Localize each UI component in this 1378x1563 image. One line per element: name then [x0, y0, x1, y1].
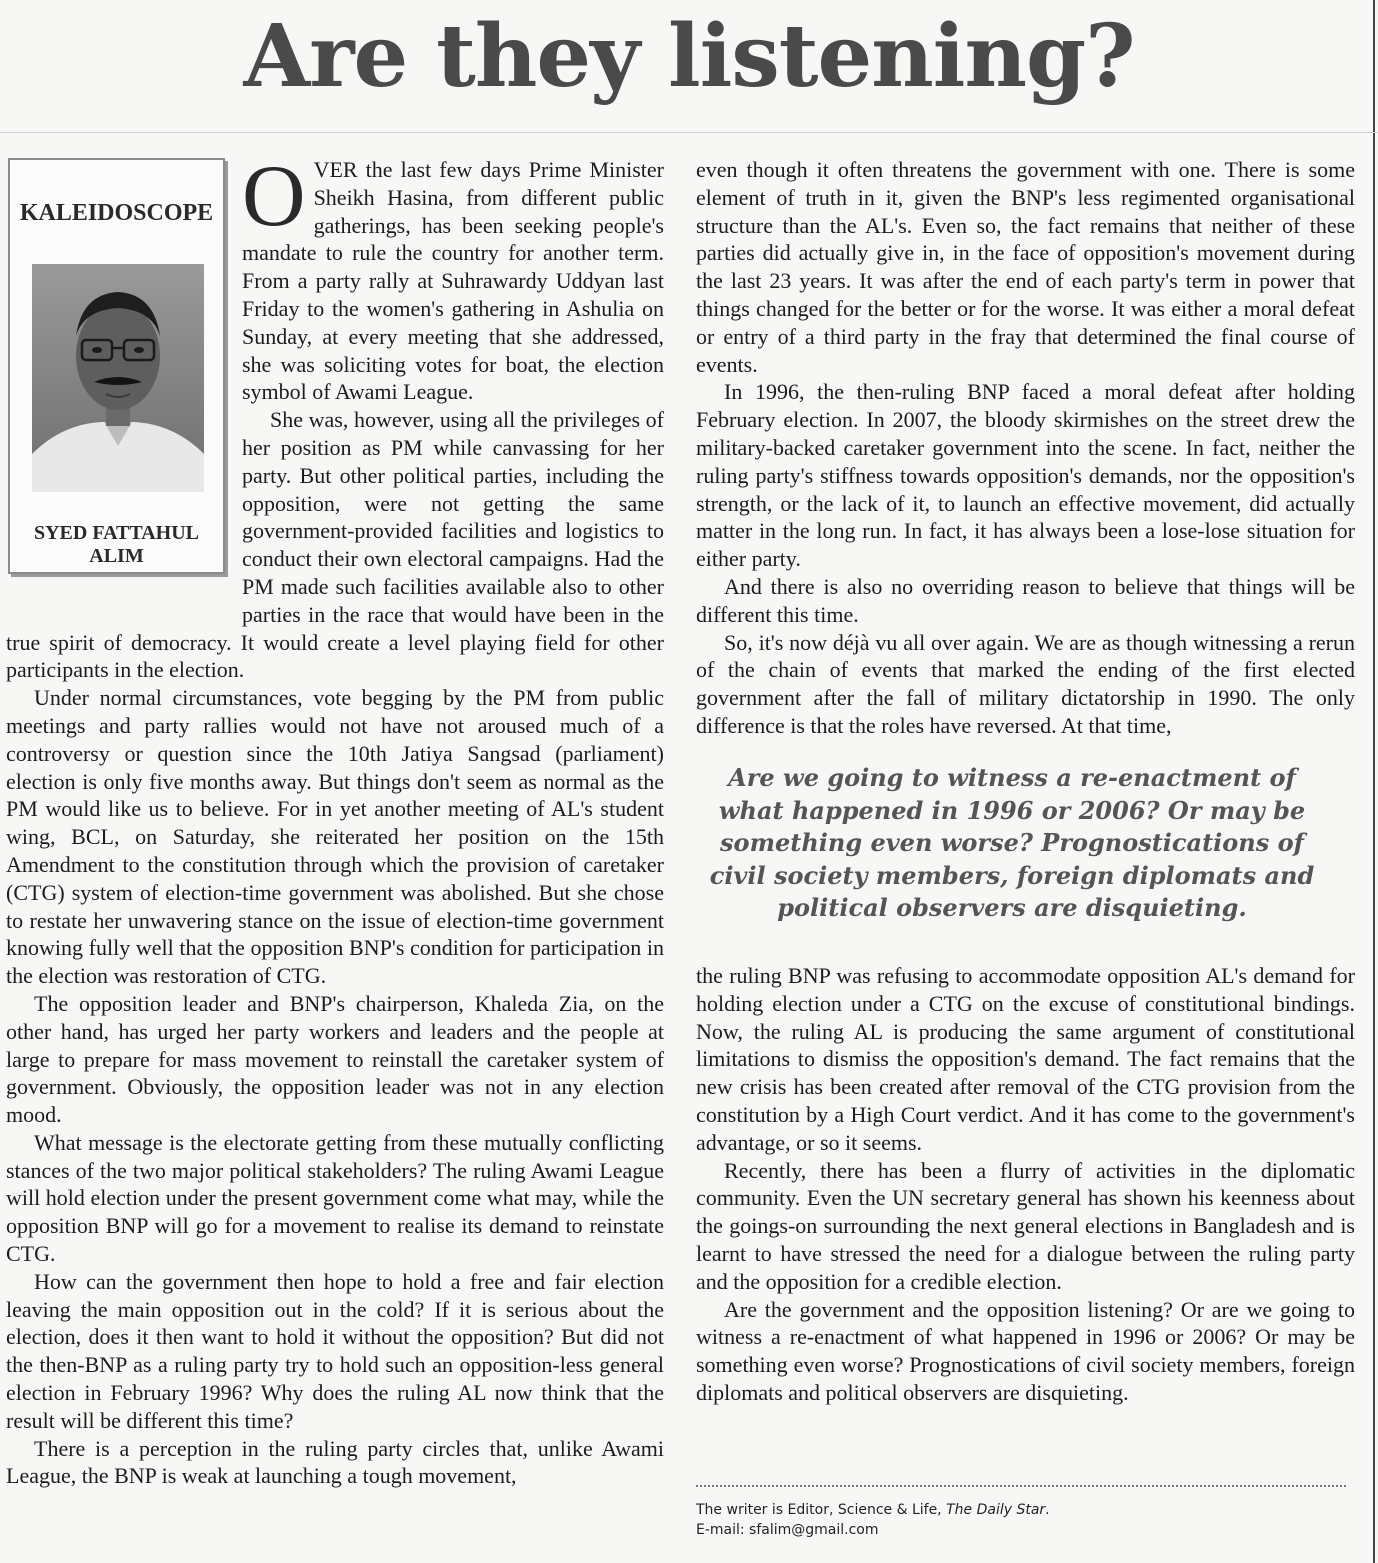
- author-name: SYED FATTAHUL ALIM: [33, 522, 200, 567]
- paragraph: Are the government and the opposition listening? Or are we going to witness a re-enactment of what happened in 1996 or 2006? Or may be something even worse? Prognostications of civil society members, foreign diplomats and political observers are disquieting.: [696, 1296, 1355, 1405]
- paragraph: Recently, there has been a flurry of activities in the diplomatic community. Even the UN secretary general has shown his keenness about the goings-on surrounding the next general elections in Bangladesh and is learnt to have stressed the need for a dialogue between the ruling party and the opposition for a credible election.: [696, 1157, 1355, 1294]
- publication-name: The Daily Star: [946, 1502, 1046, 1518]
- writer-footnote: [696, 1500, 1346, 1540]
- paragraph: The opposition leader and BNP's chairperson, Khaleda Zia, on the other hand, has urged her party workers and leaders and the people at large to prepare for mass movement to reinstall the caretaker system of government. Obviously, the opposition leader was not in any election mood.: [6, 990, 664, 1128]
- paragraph: And there is also no overriding reason to believe that things will be different this time.: [696, 573, 1355, 627]
- paragraph: In 1996, the then-ruling BNP faced a moral defeat after holding February election. In 2007, the bloody skirmishes on the street drew the military-backed caretaker government into the scene. In fact, neither the ruling party's stiffness towards opposition's demands, nor the opposition's strength, or the lack of it, to launch an effective movement, did actually matter in the long run. In fact, it has always been a lose-lose situation for either party.: [696, 379, 1355, 572]
- article-column-1: [6, 148, 664, 1490]
- paragraph: the ruling BNP was refusing to accommodate opposition AL's demand for holding election under a CTG on the excuse of constitutional bindings. Now, the ruling AL is producing the same argument of constitutional limitations to dismiss the opposition's demand. The fact remains that the new crisis has been created after removal of the CTG provision from the constitution by a High Court verdict. And it has come to the government's advantage, or so it seems.: [696, 963, 1355, 1155]
- paragraph: How can the government then hope to hold a free and fair election leaving the main opposition out in the cold? If it is serious about the election, does it then want to hold it without the opposition? But did not the then-BNP as a ruling party try to hold such an opposition-less general election in February 1996? Why does the ruling AL now think that the result will be different this time?: [6, 1268, 664, 1433]
- headline: Are they listening?: [243, 6, 1135, 107]
- article-column-2-top: [696, 156, 1355, 740]
- paragraph-text: VER the last few days Prime Minister Sheikh Hasina, from different public gatherings, has been seeking people's mandate to rule the country for another term. From a party rally at Suhrawardy Uddyan last Friday to the women's gathering in Ashulia on Sunday, at every meeting that she addressed, she was soliciting votes for boat, the election symbol of Awami League.: [242, 157, 664, 405]
- footnote-divider: [696, 1485, 1346, 1487]
- pull-quote: Are we going to witness a re-enactment of what happened in 1996 or 2006? Or may be something even worse? Prognostications of civil society members, foreign diplomats and political observers are disquieting.: [709, 763, 1315, 922]
- paragraph: There is a perception in the ruling party circles that, unlike Awami League, the BNP is weak at launching a tough movement,: [6, 1435, 664, 1489]
- writer-credit: [696, 1500, 1346, 1520]
- headline-divider: [0, 132, 1378, 133]
- paragraph: What message is the electorate getting from these mutually conflicting stances of the two major political stakeholders? The ruling Awami League will hold election under the present government come what may, while the opposition BNP will go for a movement to realise its demand to reinstate CTG.: [6, 1129, 664, 1267]
- article-column-2-bottom: [696, 962, 1355, 1407]
- credit-suffix: .: [1045, 1502, 1050, 1518]
- credit-prefix: The writer is Editor, Science & Life,: [696, 1502, 947, 1518]
- drop-cap: O: [242, 148, 306, 245]
- paragraph: So, it's now déjà vu all over again. We are as though witnessing a rerun of the chain of events that marked the ending of the first elected government after the fall of military dictatorship in 1990. The only difference is that the roles have reversed. At that time,: [696, 629, 1355, 738]
- column-kicker: KALEIDOSCOPE: [19, 200, 214, 226]
- paragraph: Under normal circumstances, vote begging by the PM from public meetings and party rallies would not have not aroused much of a controversy or question since the 10th Jatiya Sangsad (parliament) election is only five months away. But things don't seem as normal as the PM would like us to believe. For in yet another meeting of AL's student wing, BCL, on Saturday, she reiterated her position on the 15th Amendment to the constitution through which the provision of caretaker (CTG) system of election-time government was abolished. But she chose to restate her unwavering stance on the issue of election-time government knowing fully well that the opposition BNP's condition for participation in the election was restoration of CTG.: [6, 685, 664, 989]
- paragraph: even though it often threatens the government with one. There is some element of truth in it, given the BNP's less regimented organisational structure than the AL's. Even so, the fact remains that neither of these parties did actually give in, in the face of opposition's movement during the last 23 years. It was after the end of each party's term in power that things changed for the better or for the worse. It was either a moral defeat or entry of a third party in the fray that determined the final course of events.: [696, 157, 1355, 377]
- page-edge-rule: [1373, 0, 1375, 1563]
- writer-email: E-mail: sfalim@gmail.com: [696, 1522, 879, 1538]
- paragraph: She was, however, using all the privileges of her position as PM while canvassing for her party. But other political parties, including the opposition, were not getting the same government-provided facilities and logistics to conduct their own electoral campaigns. Had the PM made such facilities available also to other parties in the race that would have been in the true spirit of democracy. It would create a level playing field for other participants in the election.: [6, 407, 664, 683]
- byline-float-spacer: [6, 156, 242, 608]
